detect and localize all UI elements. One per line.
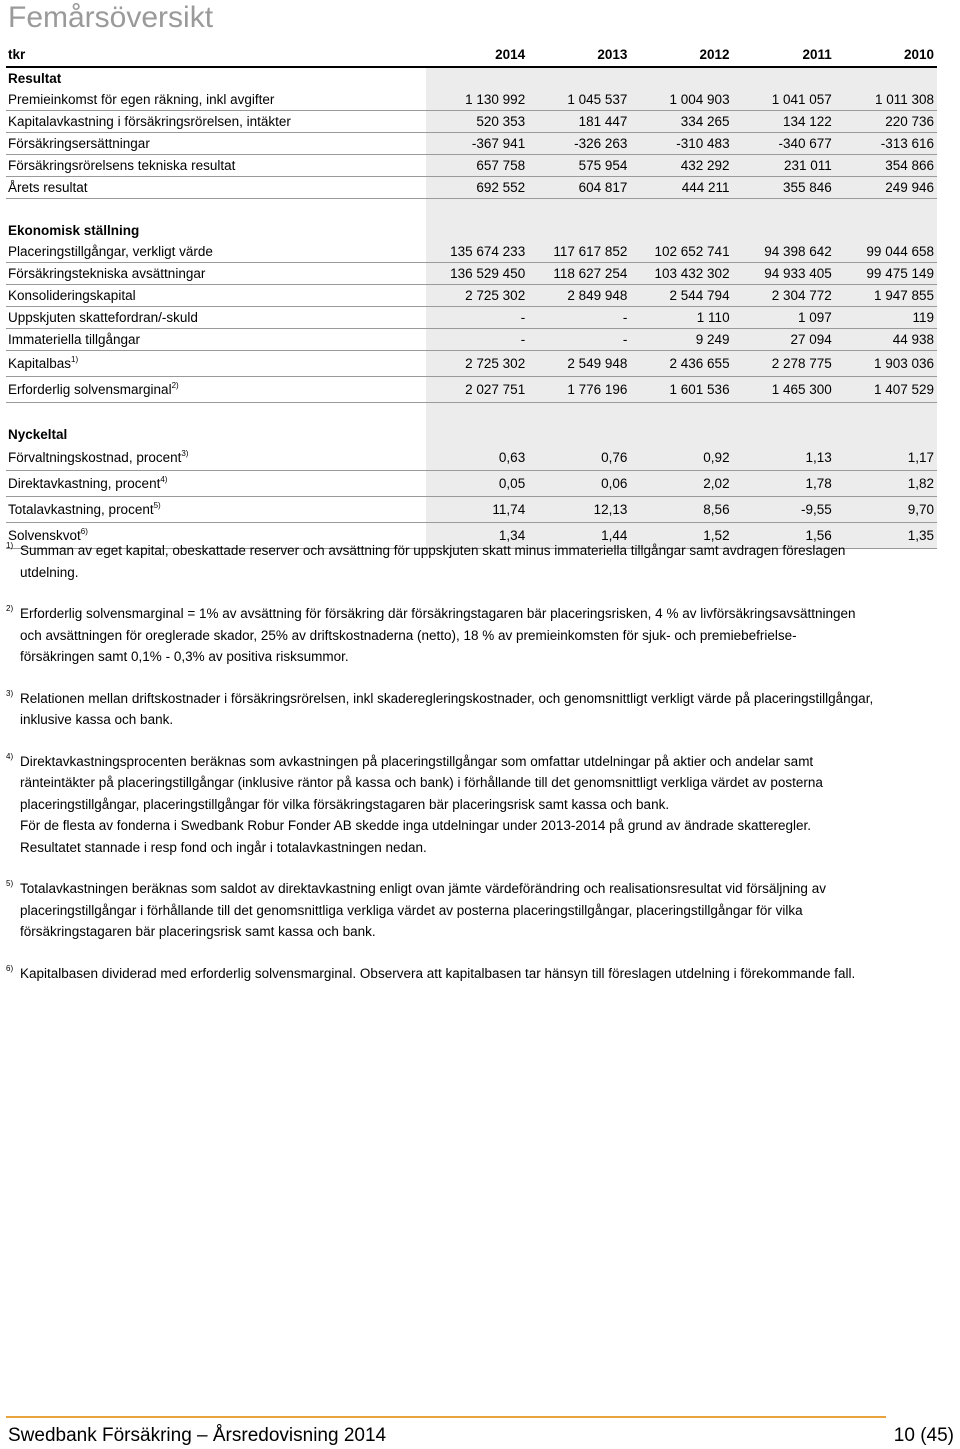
value-cell: 2 544 794 — [630, 285, 732, 307]
value-cell: - — [528, 307, 630, 329]
value-cell: 1 947 855 — [835, 285, 937, 307]
footnote-number: 3) — [6, 688, 14, 698]
value-cell: 1 465 300 — [733, 377, 835, 403]
value-cell: 1 601 536 — [630, 377, 732, 403]
footnote-line: Kapitalbasen dividerad med erforderlig solvensmarginal. Observera att kapitalbasen tar hänsyn till föreslagen utdelning i förekommande fall. — [20, 965, 856, 981]
row-label: Uppskjuten skattefordran/-skuld — [8, 310, 198, 325]
footnote-number: 5) — [6, 879, 14, 888]
value-cell: 1 097 — [733, 307, 835, 329]
value-cell: 102 652 741 — [630, 241, 732, 263]
footnote-line: placeringstillgångar, placeringstillgångar för vilka försäkringstagaren bär placeringsrisk samt kassa och bank. — [20, 796, 670, 812]
spacer-row — [6, 403, 937, 425]
year-header: 2010 — [835, 42, 937, 67]
value-cell: 1 903 036 — [835, 351, 937, 377]
row-label: Försäkringstekniska avsättningar — [8, 266, 206, 281]
row-label: Kapitalbas — [8, 356, 72, 371]
value-cell: 27 094 — [733, 329, 835, 351]
value-cell: 334 265 — [630, 111, 732, 133]
row-label: Kapitalavkastning i försäkringsrörelsen, intäkter — [8, 114, 291, 129]
value-cell: 1 407 529 — [835, 377, 937, 403]
value-cell: 99 044 658 — [835, 241, 937, 263]
row-label: Direktavkastning, procent — [8, 476, 161, 491]
table-header-row — [6, 42, 937, 67]
row-label-cell — [6, 497, 426, 523]
row-label: Konsolideringskapital — [8, 288, 136, 303]
value-cell: - — [426, 307, 528, 329]
table-row — [6, 471, 937, 497]
value-cell: 119 — [835, 307, 937, 329]
value-cell: 0,92 — [630, 445, 732, 471]
row-label: Försäkringsersättningar — [8, 136, 150, 151]
value-cell: 94 398 642 — [733, 241, 835, 263]
footnote — [6, 751, 940, 859]
value-cell: 118 627 254 — [528, 263, 630, 285]
section-heading-row — [6, 67, 937, 89]
row-label: Premieinkomst för egen räkning, inkl avgifter — [8, 92, 275, 107]
value-cell: -367 941 — [426, 133, 528, 155]
value-cell: 1 041 057 — [733, 89, 835, 111]
table-row — [6, 111, 937, 133]
value-cell: 1,82 — [835, 471, 937, 497]
footnote-line: Resultatet stannade i resp fond och ingår i totalavkastningen nedan. — [20, 839, 427, 855]
table-row — [6, 133, 937, 155]
page-number: 10 (45) — [893, 1425, 954, 1446]
value-cell: 11,74 — [426, 497, 528, 523]
footnotes — [6, 540, 940, 1004]
row-label: Försäkringsrörelsens tekniska resultat — [8, 158, 236, 173]
row-label-cell — [6, 307, 426, 329]
value-cell: 2 725 302 — [426, 351, 528, 377]
table-row — [6, 241, 937, 263]
five-year-table — [6, 42, 937, 549]
footnote-line: inklusive kassa och bank. — [20, 712, 174, 727]
value-cell: 0,63 — [426, 445, 528, 471]
footnote — [6, 603, 940, 668]
footnote-number: 2) — [6, 604, 14, 613]
value-cell: 8,56 — [630, 497, 732, 523]
footnote-number: 6) — [6, 963, 14, 973]
value-cell: 1 130 992 — [426, 89, 528, 111]
table-row — [6, 377, 937, 403]
footer-title: Swedbank Försäkring – Årsredovisning 2014 — [8, 1425, 387, 1446]
value-cell: 2 278 775 — [733, 351, 835, 377]
footnote-line: Erforderlig solvensmarginal = 1% av avsättning för försäkring där försäkringstagaren bär placeringsrisken, 4 % av livförsäkringsavsättningen — [20, 606, 856, 621]
value-cell: 249 946 — [835, 177, 937, 199]
value-cell: 1 004 903 — [630, 89, 732, 111]
row-label-cell — [6, 241, 426, 263]
year-header: 2011 — [733, 42, 835, 67]
value-cell: 1,56 — [733, 523, 835, 549]
table-row — [6, 285, 937, 307]
value-cell: 2 436 655 — [630, 351, 732, 377]
footnote-line: Direktavkastningsprocenten beräknas som avkastningen på placeringstillgångar som omfattar utdelningar på aktier och andelar samt — [20, 753, 814, 769]
value-cell: 1,35 — [835, 523, 937, 549]
footnote-line: utdelning. — [20, 564, 79, 580]
row-label-cell — [6, 133, 426, 155]
value-cell: 1,52 — [630, 523, 732, 549]
row-label: Immateriella tillgångar — [8, 332, 141, 347]
table-row — [6, 155, 937, 177]
row-label: Placeringstillgångar, verkligt värde — [8, 244, 213, 259]
row-label-cell — [6, 285, 426, 307]
value-cell: 103 432 302 — [630, 263, 732, 285]
value-cell: 1,44 — [528, 523, 630, 549]
footnote-line: ränteintäkter på placeringstillgångar (inklusive räntor på kassa och bank) i förhållande till det genomsnittligt verkliga värdet av posterna — [20, 775, 823, 790]
value-cell: 1 045 537 — [528, 89, 630, 111]
value-cell: 231 011 — [733, 155, 835, 177]
row-label: Årets resultat — [8, 180, 88, 195]
value-cell: 1,13 — [733, 445, 835, 471]
value-cell: 2 549 948 — [528, 351, 630, 377]
section-heading-row — [6, 424, 937, 445]
value-cell: 2 027 751 — [426, 377, 528, 403]
footnote-ref: 6) — [80, 527, 88, 536]
value-cell: 1 776 196 — [528, 377, 630, 403]
table-row — [6, 307, 937, 329]
value-cell: 181 447 — [528, 111, 630, 133]
row-label-cell — [6, 377, 426, 403]
value-cell: 1,34 — [426, 523, 528, 549]
value-cell: 604 817 — [528, 177, 630, 199]
footnote — [6, 688, 940, 731]
value-cell: 2 725 302 — [426, 285, 528, 307]
value-cell: 136 529 450 — [426, 263, 528, 285]
row-label-cell — [6, 329, 426, 351]
table-row — [6, 89, 937, 111]
table-row — [6, 445, 937, 471]
footnote-ref: 4) — [160, 475, 168, 484]
footnote-line: placeringstillgångar i förhållande till det genomsnittliga verkliga värdet av posterna placeringstillgångar, placeringstillgångar för vilka — [20, 902, 803, 918]
value-cell: 135 674 233 — [426, 241, 528, 263]
table-row — [6, 351, 937, 377]
value-cell: 0,05 — [426, 471, 528, 497]
row-label-cell — [6, 263, 426, 285]
value-cell: 2 304 772 — [733, 285, 835, 307]
footnote-ref: 1) — [71, 355, 79, 364]
value-cell: - — [426, 329, 528, 351]
table-row — [6, 329, 937, 351]
footnote — [6, 878, 940, 943]
row-label: Förvaltningskostnad, procent — [8, 450, 182, 465]
value-cell: -310 483 — [630, 133, 732, 155]
footnote-ref: 5) — [153, 501, 161, 510]
value-cell: -326 263 — [528, 133, 630, 155]
section-heading: Nyckeltal — [8, 427, 68, 442]
row-label: Erforderlig solvensmarginal — [8, 382, 172, 397]
value-cell: 9,70 — [835, 497, 937, 523]
row-label-cell — [6, 445, 426, 471]
value-cell: 134 122 — [733, 111, 835, 133]
footer-rule — [6, 1416, 886, 1418]
row-label-cell — [6, 177, 426, 199]
footnote-line: Relationen mellan driftskostnader i försäkringsrörelsen, inkl skaderegleringskostnader, och genomsnittligt verkligt värde på placeringstillgångar, — [20, 690, 874, 706]
row-label-cell — [6, 155, 426, 177]
value-cell: 99 475 149 — [835, 263, 937, 285]
row-label: Solvenskvot — [8, 528, 81, 543]
footnote-ref: 3) — [181, 449, 189, 458]
year-header: 2013 — [528, 42, 630, 67]
row-label: Totalavkastning, procent — [8, 502, 154, 517]
footnote-number: 4) — [6, 751, 14, 761]
value-cell: 432 292 — [630, 155, 732, 177]
value-cell: 9 249 — [630, 329, 732, 351]
footnote-line: Totalavkastningen beräknas som saldot av direktavkastning enligt ovan jämte värdeförändring och realisationsresultat vid försäljning av — [20, 881, 826, 896]
value-cell: 12,13 — [528, 497, 630, 523]
value-cell: 1,78 — [733, 471, 835, 497]
value-cell: 1 110 — [630, 307, 732, 329]
row-label-cell — [6, 111, 426, 133]
footnote-line: Summan av eget kapital, obeskattade reserver och avsättning för uppskjuten skatt minus immateriella tillgångar samt avdragen föreslagen — [20, 543, 846, 558]
value-cell: 444 211 — [630, 177, 732, 199]
value-cell: 0,06 — [528, 471, 630, 497]
value-cell: -340 677 — [733, 133, 835, 155]
unit-label: tkr — [6, 42, 426, 67]
value-cell: 1,17 — [835, 445, 937, 471]
page-title: Femårsöversikt — [8, 1, 214, 34]
footnote-number: 1) — [6, 541, 14, 550]
year-header: 2012 — [630, 42, 732, 67]
spacer-row — [6, 199, 937, 221]
value-cell: -9,55 — [733, 497, 835, 523]
table-row — [6, 263, 937, 285]
year-header: 2014 — [426, 42, 528, 67]
row-label-cell — [6, 351, 426, 377]
table-row — [6, 177, 937, 199]
value-cell: 520 353 — [426, 111, 528, 133]
value-cell: 117 617 852 — [528, 241, 630, 263]
section-heading: Resultat — [8, 71, 62, 86]
value-cell: - — [528, 329, 630, 351]
value-cell: 354 866 — [835, 155, 937, 177]
footnote-ref: 2) — [171, 381, 179, 390]
row-label-cell — [6, 471, 426, 497]
value-cell: 94 933 405 — [733, 263, 835, 285]
value-cell: 0,76 — [528, 445, 630, 471]
section-heading: Ekonomisk ställning — [8, 223, 140, 238]
value-cell: 575 954 — [528, 155, 630, 177]
value-cell: 2,02 — [630, 471, 732, 497]
row-label-cell — [6, 89, 426, 111]
value-cell: 2 849 948 — [528, 285, 630, 307]
footnote-line: försäkringstagaren bär placeringsrisk samt kassa och bank. — [20, 924, 376, 939]
footnote — [6, 540, 940, 583]
footnote-line: För de flesta av fonderna i Swedbank Robur Fonder AB skedde inga utdelningar under 2013-2014 på grund av ändrade skatteregler. — [20, 818, 812, 833]
value-cell: 44 938 — [835, 329, 937, 351]
value-cell: 220 736 — [835, 111, 937, 133]
value-cell: 657 758 — [426, 155, 528, 177]
footnote-line: och avsättningen för oreglerade skador, 25% av driftskostnaderna (netto), 18 % av premieinkomsten för sjuk- och premiebefrielse- — [20, 627, 797, 643]
table-row — [6, 497, 937, 523]
footnote-line: försäkringen samt 0,1% - 0,3% av positiva risksummor. — [20, 649, 349, 664]
footnote — [6, 963, 940, 985]
value-cell: 692 552 — [426, 177, 528, 199]
value-cell: 1 011 308 — [835, 89, 937, 111]
section-heading-row — [6, 220, 937, 241]
value-cell: -313 616 — [835, 133, 937, 155]
value-cell: 355 846 — [733, 177, 835, 199]
